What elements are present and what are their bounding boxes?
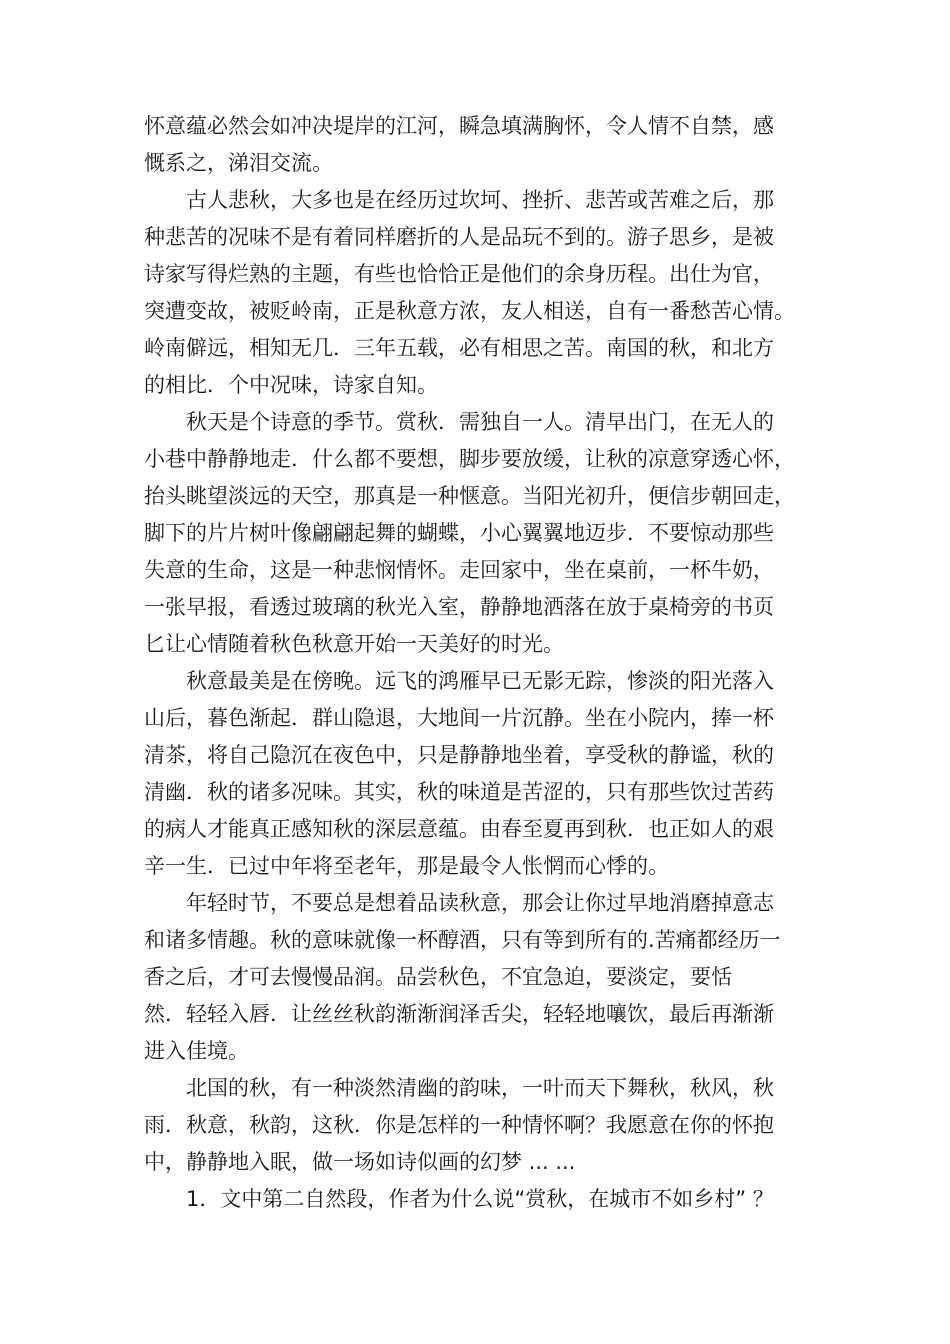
paragraph-start: 秋天是个诗意的季节。赏秋．需独自一人。清早出门，在无人的 — [186, 410, 774, 434]
text-line: 清幽．秋的诸多况味。其实，秋的味道是苦涩的，只有那些饮过苦药 — [144, 780, 774, 804]
text-line: 和诸多情趣。秋的意味就像一杯醇酒，只有等到所有的.苦痛都经历一 — [144, 928, 781, 952]
text-line: 中，静静地入眠，做一场如诗似画的幻梦 ... ... — [144, 1150, 576, 1174]
text-line: 匕让心情随着秋色秋意开始一天美好的时光。 — [144, 632, 564, 656]
text-line: 抬头眺望淡远的天空，那真是一种惬意。当阳光初升，便信步朝回走， — [144, 484, 795, 508]
text-line: 岭南僻远，相知无几．三年五载，必有相思之苦。南国的秋，和北方 — [144, 336, 774, 360]
text-line: 山后，暮色渐起．群山隐退，大地间一片沉静。坐在小院内，捧一杯 — [144, 706, 774, 730]
article-text — [144, 108, 814, 1218]
text-line: 慨系之，涕泪交流。 — [144, 151, 333, 175]
paragraph-start: 秋意最美是在傍晚。远飞的鸿雁早已无影无踪，惨淡的阳光落入 — [186, 669, 774, 693]
text-line: 一张早报，看透过玻璃的秋光入室，静静地洒落在放于桌椅旁的书页 — [144, 595, 774, 619]
text-line: 失意的生命，这是一种悲悯情怀。走回家中，坐在桌前，一杯牛奶， — [144, 558, 774, 582]
text-line: 种悲苦的况味不是有着同样磨折的人是品玩不到的。游子思乡，是被 — [144, 225, 774, 249]
text-line: 香之后，才可去慢慢品润。品尝秋色，不宜急迫，要淡定，要恬 — [144, 965, 732, 989]
text-line: 雨．秋意，秋韵，这秋．你是怎样的一种情怀啊？我愿意在你的怀抱 — [144, 1113, 774, 1137]
question-1: 1．文中第二自然段，作者为什么说“赏秋，在城市不如乡村” ？ — [186, 1187, 774, 1211]
paragraph-start: 北国的秋，有一种淡然清幽的韵味，一叶而天下舞秋，秋风，秋 — [186, 1076, 774, 1100]
text-line: 辛一生．已过中年将至老年，那是最令人怅惘而心悸的。 — [144, 854, 669, 878]
text-line: 脚下的片片树叶像翩翩起舞的蝴蝶，小心翼翼地迈步．不要惊动那些 — [144, 521, 774, 545]
text-line: 进入佳境。 — [144, 1039, 249, 1063]
paragraph-start: 年轻时节，不要总是想着品读秋意，那会让你过早地消磨掉意志 — [186, 891, 774, 915]
text-line: 诗家写得烂熟的主题，有些也恰恰正是他们的余身历程。出仕为官， — [144, 262, 774, 286]
text-line: 突遭变故，被贬岭南，正是秋意方浓，友人相送，自有一番愁苦心情。 — [144, 299, 795, 323]
text-line: 小巷中静静地走．什么都不要想，脚步要放缓，让秋的凉意穿透心怀， — [144, 447, 795, 471]
text-line: 怀意蕴必然会如冲决堤岸的江河，瞬急填满胸怀，令人情不自禁，感 — [144, 114, 774, 138]
text-line: 然．轻轻入唇．让丝丝秋韵渐渐润泽舌尖，轻轻地嚷饮，最后再渐渐 — [144, 1002, 774, 1026]
text-line: 清茶，将自己隐沉在夜色中，只是静静地坐着，享受秋的静谧，秋的 — [144, 743, 774, 767]
paragraph-start: 古人悲秋，大多也是在经历过坎坷、挫折、悲苦或苦难之后，那 — [186, 188, 774, 212]
text-line: 的病人才能真正感知秋的深层意蕴。由春至夏再到秋．也正如人的艰 — [144, 817, 774, 841]
text-line: 的相比．个中况味，诗家自知。 — [144, 373, 438, 397]
